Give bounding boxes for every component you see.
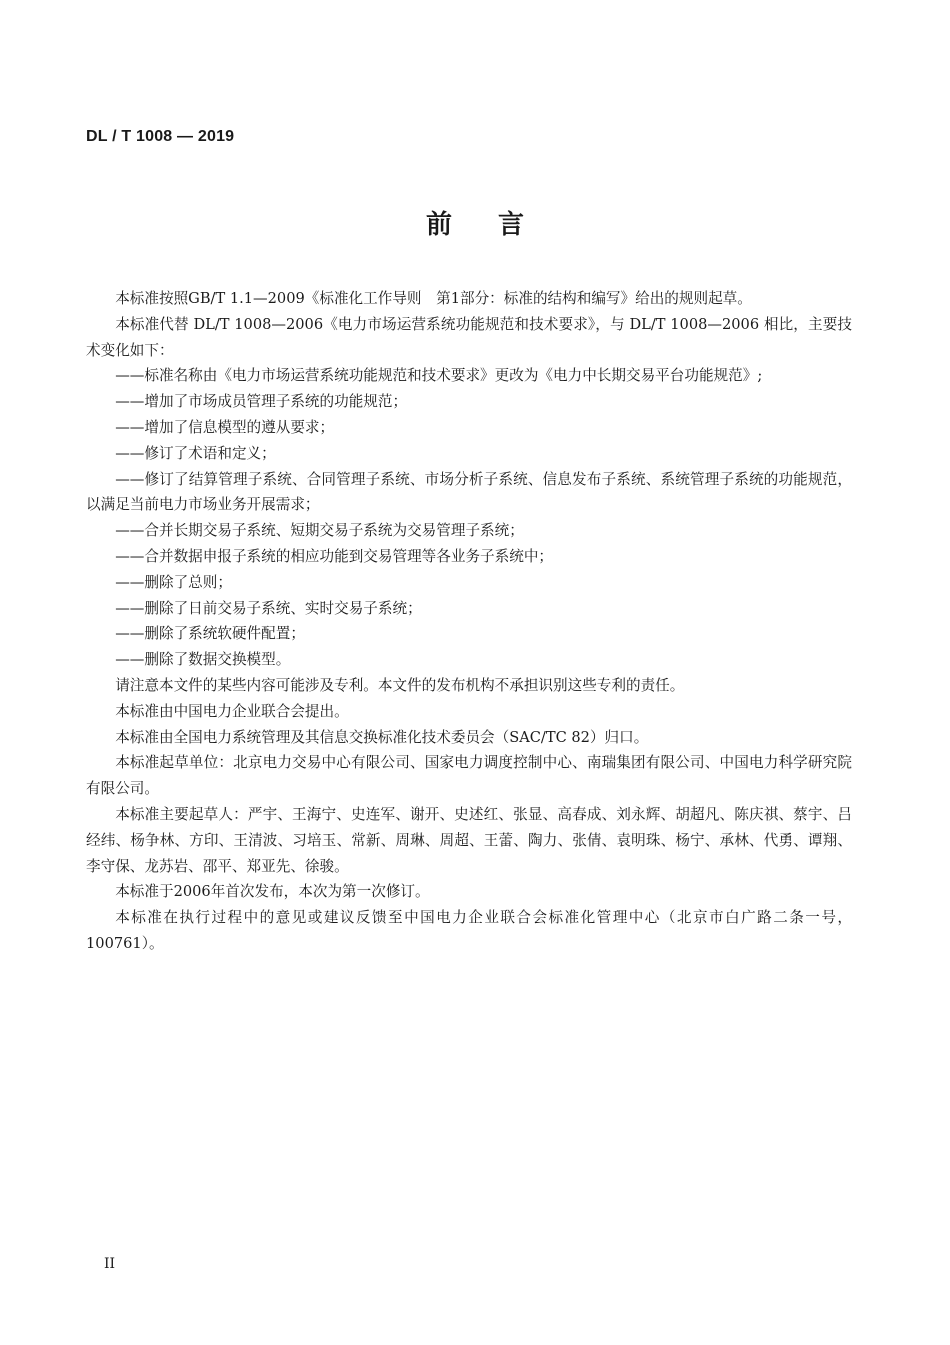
change-item: ——标准名称由《电力市场运营系统功能规范和技术要求》更改为《电力中长期交易平台功能规范》; bbox=[115, 367, 763, 385]
paragraph-technical-committee: 本标准由全国电力系统管理及其信息交换标准化技术委员会（SAC/TC 82）归口。 bbox=[115, 728, 649, 746]
paragraph-history: 本标准于2006年首次发布，本次为第一次修订。 bbox=[115, 883, 430, 901]
change-item: ——增加了市场成员管理子系统的功能规范； bbox=[115, 393, 408, 411]
change-item: ——合并数据申报子系统的相应功能到交易管理等各业务子系统中； bbox=[115, 547, 554, 565]
page-number: II bbox=[104, 1256, 116, 1272]
paragraph-replaces: 本标准代替 DL/T 1008—2006《电力市场运营系统功能规范和技术要求》，与 DL/T 1008—2006 相比，主要技术变化如下： bbox=[86, 315, 852, 359]
change-item: ——合并长期交易子系统、短期交易子系统为交易管理子系统； bbox=[115, 522, 524, 540]
paragraph-drafting-units: 本标准起草单位：北京电力交易中心有限公司、国家电力调度控制中心、南瑞集团有限公司、中国电力科学研究院有限公司。 bbox=[86, 754, 852, 798]
paragraph-drafters: 本标准主要起草人：严宇、王海宁、史连军、谢开、史述红、张显、高春成、刘永辉、胡超凡、陈庆祺、蔡宇、吕经纬、杨争林、方印、王清波、习培玉、常新、周琳、周超、王蕾、陶力、张倩、袁明珠、杨宁、承林、代勇、谭翔、李守保、龙苏岩、邵平、郑亚先、徐骏。 bbox=[86, 805, 852, 875]
change-item: ——修订了结算管理子系统、合同管理子系统、市场分析子系统、信息发布子系统、系统管理子系统的功能规范，以满足当前电力市场业务开展需求； bbox=[86, 470, 852, 514]
title-char-1: 前 bbox=[425, 210, 452, 240]
paragraph-proposed-by: 本标准由中国电力企业联合会提出。 bbox=[115, 702, 349, 720]
paragraph-feedback: 本标准在执行过程中的意见或建议反馈至中国电力企业联合会标准化管理中心（北京市白广路二条一号，100761）。 bbox=[86, 909, 852, 952]
page-title bbox=[0, 204, 950, 241]
change-item: ——删除了数据交换模型。 bbox=[115, 651, 291, 669]
change-item: ——修订了术语和定义； bbox=[115, 444, 276, 462]
paragraph-patent-notice: 请注意本文件的某些内容可能涉及专利。本文件的发布机构不承担识别这些专利的责任。 bbox=[115, 676, 685, 694]
preface-body bbox=[86, 286, 852, 957]
title-char-2: 言 bbox=[498, 210, 525, 240]
change-item: ——删除了总则； bbox=[115, 573, 232, 591]
change-item: ——删除了系统软硬件配置； bbox=[115, 625, 305, 643]
paragraph-drafting-rules: 本标准按照GB/T 1.1—2009《标准化工作导则 第1部分：标准的结构和编写》给出的规则起草。 bbox=[115, 290, 752, 307]
change-item: ——增加了信息模型的遵从要求； bbox=[115, 418, 335, 436]
standard-code: DL / T 1008 — 2019 bbox=[86, 128, 235, 145]
change-item: ——删除了日前交易子系统、实时交易子系统； bbox=[115, 599, 422, 617]
